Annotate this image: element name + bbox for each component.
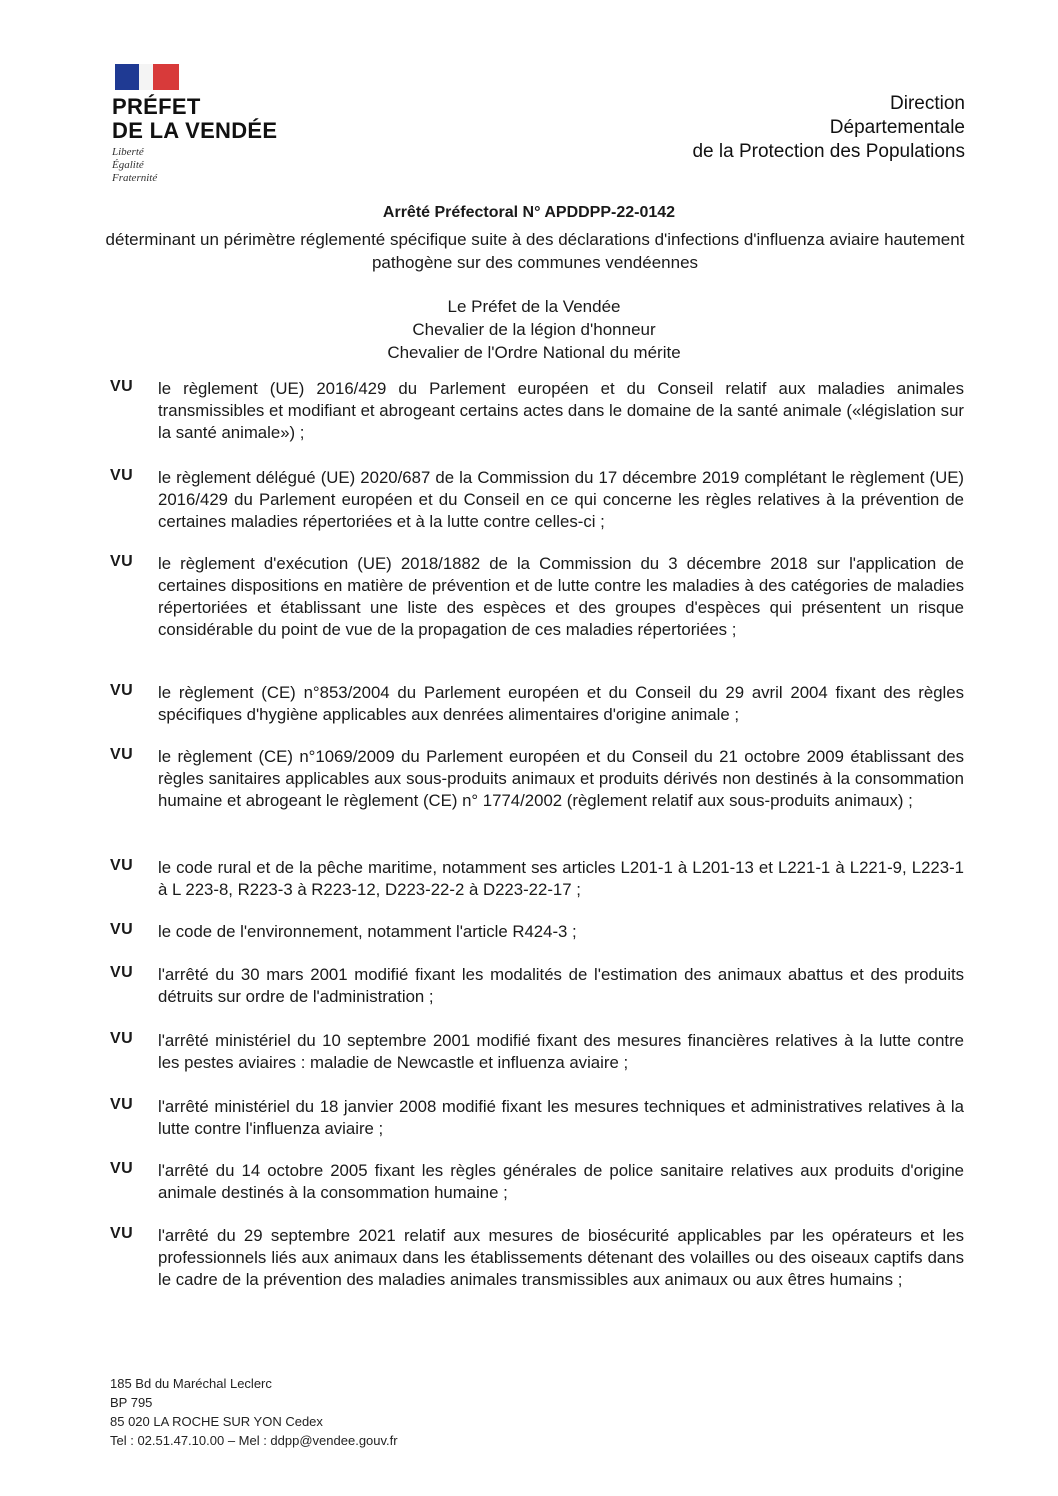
vu-item — [110, 378, 964, 444]
direction-header — [692, 92, 965, 164]
logo-prefet: PRÉFET — [112, 94, 201, 119]
direction-line: Départementale — [829, 117, 965, 138]
vu-item — [110, 682, 964, 726]
vu-text: le règlement d'exécution (UE) 2018/1882 de la Commission du 3 décembre 2018 sur l'application de certaines dispositions en matière de prévention et de lutte contre les maladies à des catégories de maladies répertoriées et établissant une liste des espèces et des groupes d'espèces qui présentent un risque considérable du point de vue de la propagation de ces maladies répertoriées ; — [158, 554, 964, 639]
vu-item — [110, 1030, 964, 1074]
arrete-subtitle: déterminant un périmètre réglementé spécifique suite à des déclarations d'infections d'influenza aviaire hautement pathogène sur des communes vendéennes — [105, 230, 965, 272]
footer-city: 85 020 LA ROCHE SUR YON Cedex — [110, 1414, 323, 1429]
vu-keyword: VU — [110, 921, 134, 938]
prefet-line: Chevalier de l'Ordre National du mérite — [387, 343, 681, 362]
vu-item — [110, 1160, 964, 1204]
motto-egalite: Égalité — [112, 159, 144, 171]
vu-text: le règlement (CE) n°1069/2009 du Parlement européen et du Conseil du 21 octobre 2009 établissant des règles sanitaires applicables aux sous-produits animaux et produits dérivés non destinés à la consommation humaine et abrogeant le règlement (CE) n° 1774/2002 (règlement relatif aux sous-produits animaux) ; — [158, 747, 964, 810]
vu-text: le code rural et de la pêche maritime, notamment ses articles L201-1 à L201-13 et L221-1 à L221-9, L223-1 à L 223-8, R223-3 à R223-12, D223-22-2 à D223-22-17 ; — [158, 858, 964, 899]
direction-line: de la Protection des Populations — [692, 141, 965, 162]
footer-address — [110, 1374, 398, 1450]
vu-text: l'arrêté du 29 septembre 2021 relatif aux mesures de biosécurité applicables par les opérateurs et les professionnels liés aux animaux dans les établissements détenant des volailles ou des oiseaux captifs dans le cadre de la prévention des maladies animales transmissibles aux animaux ou aux êtres humains ; — [158, 1226, 964, 1289]
vu-item — [110, 553, 964, 641]
vu-text: l'arrêté du 14 octobre 2005 fixant les règles générales de police sanitaire relatives aux produits d'origine animale destinés à la consommation humaine ; — [158, 1161, 964, 1202]
vu-item — [110, 1225, 964, 1291]
vu-item — [110, 1096, 964, 1140]
marianne-flag-icon — [115, 64, 179, 90]
footer-street: 185 Bd du Maréchal Leclerc — [110, 1376, 272, 1391]
vu-item — [110, 921, 964, 943]
vu-text: le code de l'environnement, notamment l'article R424-3 ; — [158, 922, 577, 941]
vu-item — [110, 467, 964, 533]
vu-item — [110, 857, 964, 901]
prefet-line: Le Préfet de la Vendée — [447, 297, 621, 316]
arrete-title: Arrêté Préfectoral N° APDDPP-22-0142 — [382, 204, 676, 221]
motto-liberte: Liberté — [112, 146, 144, 158]
vu-keyword: VU — [110, 467, 134, 484]
vu-keyword: VU — [110, 378, 134, 395]
vu-keyword: VU — [110, 1096, 134, 1113]
vu-keyword: VU — [110, 1225, 134, 1242]
vu-keyword: VU — [110, 857, 134, 874]
prefet-block — [0, 295, 1058, 364]
vu-text: l'arrêté ministériel du 10 septembre 2001 modifié fixant des mesures financières relatives à la lutte contre les pestes aviaires : maladie de Newcastle et influenza aviaire ; — [158, 1031, 964, 1072]
vu-item — [110, 746, 964, 812]
direction-line: Direction — [890, 93, 965, 114]
vu-text: le règlement (CE) n°853/2004 du Parlement européen et du Conseil du 29 avril 2004 fixant des règles spécifiques d'hygiène applicables aux denrées alimentaires d'origine animale ; — [158, 683, 964, 724]
vu-text: l'arrêté du 30 mars 2001 modifié fixant les modalités de l'estimation des animaux abattus et des produits détruits sur ordre de l'administration ; — [158, 965, 964, 1006]
vu-keyword: VU — [110, 1030, 134, 1047]
vu-keyword: VU — [110, 682, 134, 699]
vu-keyword: VU — [110, 746, 134, 763]
footer-bp: BP 795 — [110, 1395, 153, 1410]
vu-keyword: VU — [110, 553, 134, 570]
vu-text: l'arrêté ministériel du 18 janvier 2008 modifié fixant les mesures techniques et administratives relatives à la lutte contre l'influenza aviaire ; — [158, 1097, 964, 1138]
motto-fraternite: Fraternité — [112, 172, 158, 184]
vu-text: le règlement délégué (UE) 2020/687 de la Commission du 17 décembre 2019 complétant le règlement (UE) 2016/429 du Parlement européen et du Conseil en ce qui concerne les règles relatives à la prévention de certaines maladies répertoriées et à la lutte contre celles-ci ; — [158, 468, 964, 531]
vu-text: le règlement (UE) 2016/429 du Parlement européen et du Conseil relatif aux maladies animales transmissibles et modifiant et abrogeant certains actes dans le domaine de la santé animale («législation sur la santé animale») ; — [158, 379, 964, 442]
footer-contact: Tel : 02.51.47.10.00 – Mel : ddpp@vendee.gouv.fr — [110, 1433, 398, 1448]
vu-keyword: VU — [110, 1160, 134, 1177]
vu-keyword: VU — [110, 964, 134, 981]
prefet-line: Chevalier de la légion d'honneur — [412, 320, 656, 339]
logo-vendee: DE LA VENDÉE — [112, 118, 278, 143]
vu-item — [110, 964, 964, 1008]
